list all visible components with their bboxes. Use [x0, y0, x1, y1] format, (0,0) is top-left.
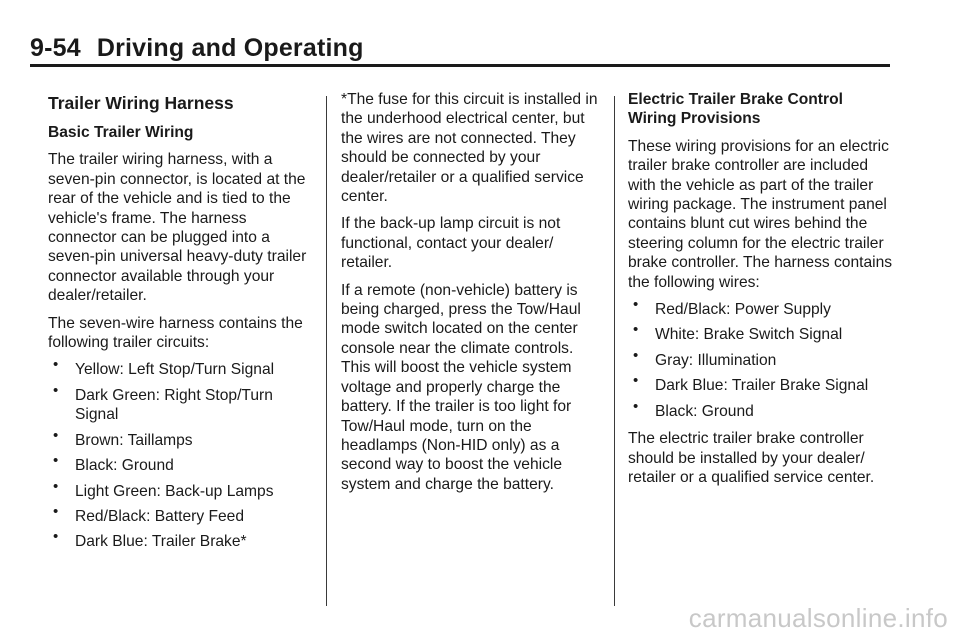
- section-title: Trailer Wiring Harness: [48, 93, 234, 113]
- wire-list: [628, 296, 893, 421]
- paragraph: These wiring provisions for an electric trailer brake controller are included with the vehicle as part of the trailer wiring package. The instrument panel contains blunt cut wires behind the steering column for the electric trailer brake controller. The harness contains the following wires:: [628, 137, 893, 291]
- paragraph: If a remote (non-vehicle) battery is being charged, press the Tow/Haul mode switch located on the center console near the climate controls. This will boost the vehicle system voltage and properly charge the battery. If the trailer is too light for Tow/Haul mode, turn on the headlamps (Non-HID only) as a second way to boost the vehicle system and charge the battery.: [341, 281, 581, 493]
- list-item: • Light Green: Back-up Lamps: [53, 477, 274, 500]
- bullet-icon: •: [633, 296, 639, 314]
- subsection-title: Electric Trailer Brake Control Wiring Provisions: [628, 91, 843, 128]
- chapter-title: Driving and Operating: [96, 34, 364, 62]
- list-item: • Yellow: Left Stop/Turn Signal: [53, 356, 275, 379]
- page-header: [30, 34, 364, 63]
- list-item: • Brown: Taillamps: [53, 426, 193, 449]
- list-item: • Dark Green: Right Stop/Turn Signal: [53, 381, 273, 424]
- list-item: • Dark Blue: Trailer Brake Signal: [633, 372, 869, 395]
- bullet-icon: •: [53, 426, 59, 444]
- list-item: • Red/Black: Battery Feed: [53, 502, 245, 525]
- bullet-icon: •: [53, 452, 59, 470]
- column-divider: [326, 96, 327, 606]
- watermark: carmanualsonline.info: [688, 603, 948, 633]
- page-number: 9-54: [30, 34, 81, 62]
- bullet-icon: •: [633, 321, 639, 339]
- list-item: • Gray: Illumination: [633, 346, 777, 369]
- list-item: • White: Brake Switch Signal: [633, 321, 843, 344]
- bullet-icon: •: [53, 502, 59, 520]
- paragraph: If the back-up lamp circuit is not functional, contact your dealer/ retailer.: [341, 215, 561, 272]
- list-item: • Black: Ground: [53, 452, 174, 475]
- bullet-icon: •: [633, 372, 639, 390]
- bullet-icon: •: [53, 477, 59, 495]
- subsection-title: Basic Trailer Wiring: [48, 124, 194, 141]
- bullet-icon: •: [53, 381, 59, 399]
- list-item: • Dark Blue: Trailer Brake*: [53, 528, 247, 551]
- circuit-list: [48, 356, 316, 551]
- paragraph: The trailer wiring harness, with a seven-pin connector, is located at the rear of the vehicle and is tied to the vehicle's frame. The harness connector can be plugged into a seven-pin universal heavy-duty trailer connector available through your dealer/retailer.: [48, 151, 307, 305]
- bullet-icon: •: [633, 397, 639, 415]
- paragraph: The seven-wire harness contains the following trailer circuits:: [48, 314, 303, 352]
- header-rule: [30, 64, 890, 67]
- column-3: [628, 90, 893, 495]
- paragraph: The electric trailer brake controller should be installed by your dealer/ retailer or a qualified service center.: [628, 430, 875, 486]
- column-divider: [614, 96, 615, 606]
- column-2: [341, 90, 603, 502]
- bullet-icon: •: [633, 346, 639, 364]
- bullet-icon: •: [53, 528, 59, 546]
- paragraph: *The fuse for this circuit is installed in the underhood electrical center, but the wires are not connected. They should be connected by your dealer/retailer or a qualified service center.: [341, 91, 598, 206]
- list-item: • Black: Ground: [633, 397, 754, 420]
- list-item: • Red/Black: Power Supply: [633, 296, 831, 319]
- bullet-icon: •: [53, 356, 59, 374]
- column-1: [48, 90, 316, 560]
